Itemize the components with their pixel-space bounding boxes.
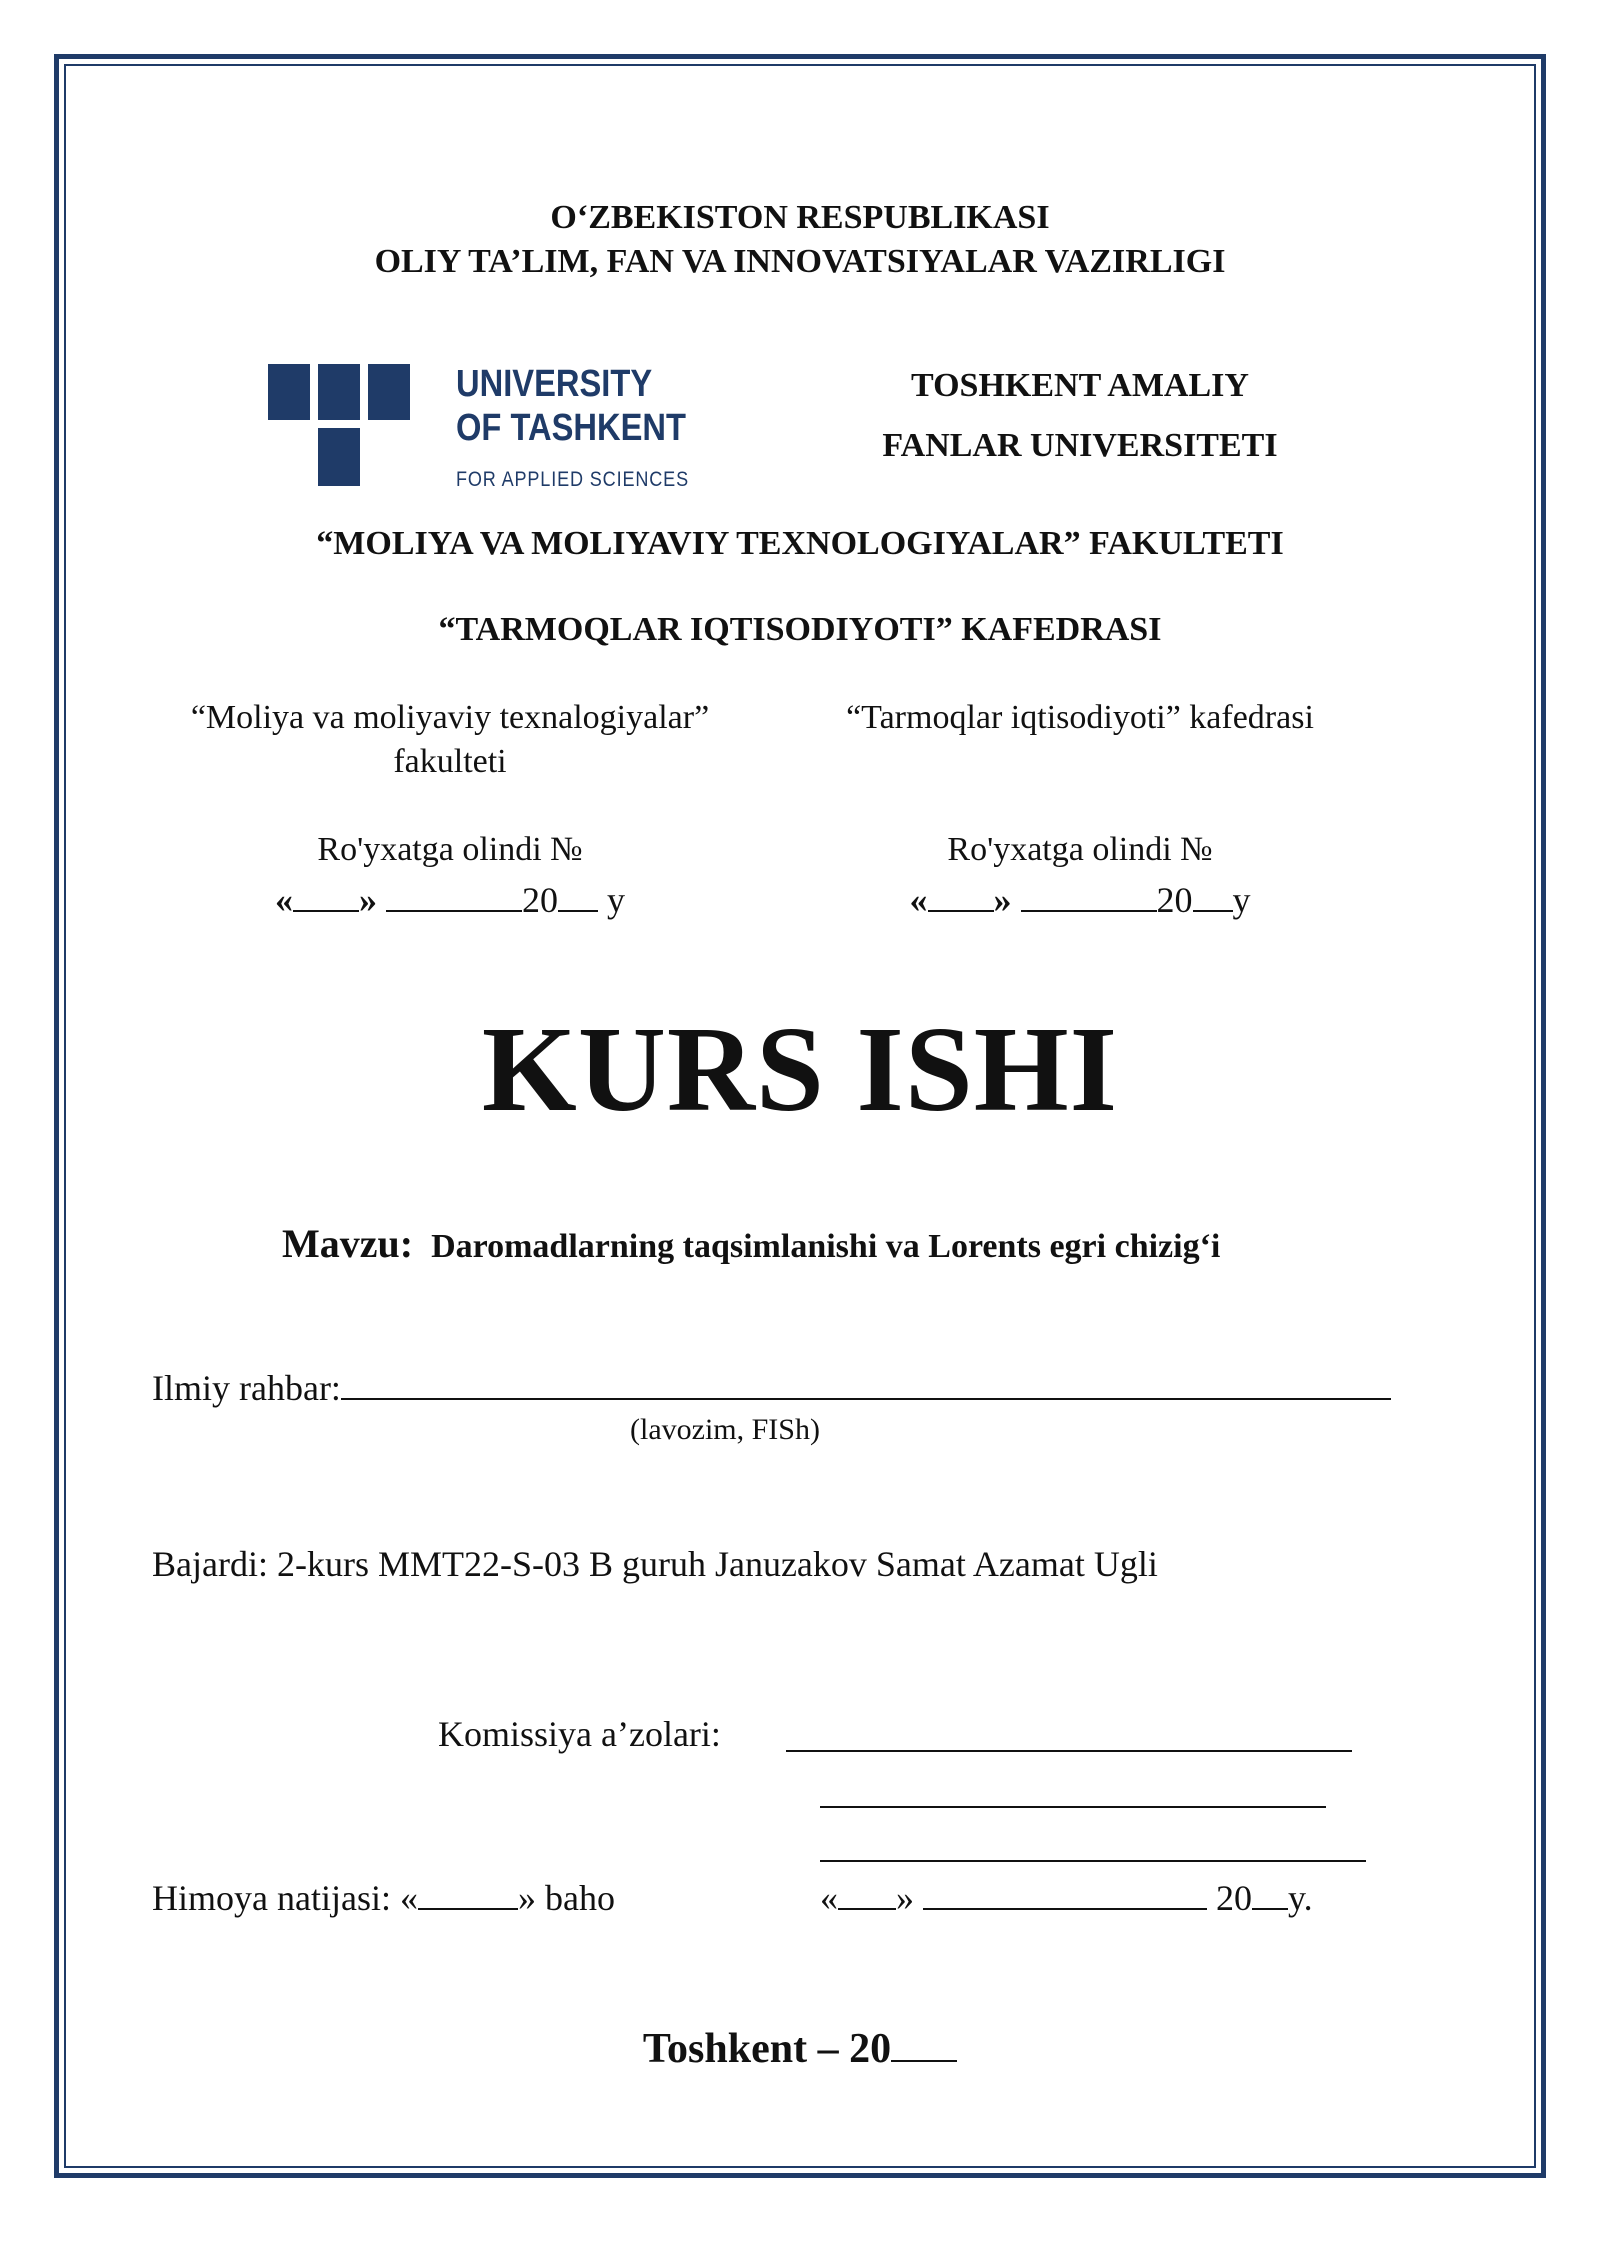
registration-department xyxy=(780,696,1380,922)
grade-blank xyxy=(418,1874,518,1910)
logo-line-2: OF TASHKENT xyxy=(456,407,686,449)
year-blank xyxy=(1193,876,1233,912)
ministry-line-1: O‘ZBEKISTON RESPUBLIKASI xyxy=(550,199,1050,236)
registration-faculty-unit-line-1: “Moliya va moliyaviy texnalogiyalar” xyxy=(190,699,710,736)
advisor-label: Ilmiy rahbar: xyxy=(152,1368,341,1408)
ministry-line-2: OLIY TA’LIM, FAN VA INNOVATSIYALAR VAZIRLIGI xyxy=(374,243,1226,280)
year-suffix: y. xyxy=(1288,1878,1313,1918)
performer: Bajardi: 2-kurs MMT22-S-03 B guruh Januzakov Samat Azamat Ugli xyxy=(152,1544,1158,1584)
registration-department-unit: “Tarmoqlar iqtisodiyoti” kafedrasi xyxy=(846,699,1314,736)
date-open-quote: « xyxy=(275,880,293,920)
logo-tagline: FOR APPLIED SCIENCES xyxy=(456,468,689,491)
signature-date xyxy=(820,1874,1313,1920)
registration-faculty xyxy=(140,696,760,922)
registration-faculty-unit-line-2: fakulteti xyxy=(393,743,507,780)
advisor-note: (lavozim, FISh) xyxy=(630,1413,820,1446)
advisor-blank xyxy=(341,1364,1391,1400)
defense-result xyxy=(152,1874,615,1920)
city-year xyxy=(0,2022,1600,2074)
date-open-quote: « xyxy=(820,1878,838,1918)
spacer xyxy=(780,740,1380,784)
defense-label: Himoya natijasi: « xyxy=(152,1878,418,1918)
logo-line-1: UNIVERSITY xyxy=(456,363,653,405)
university-name-line-1: TOSHKENT AMALIY xyxy=(911,367,1249,404)
commission-line-3 xyxy=(820,1860,1366,1862)
date-open-quote: « xyxy=(909,880,928,920)
logo-block-4 xyxy=(318,428,360,486)
city-label: Toshkent – 20 xyxy=(642,2026,892,2072)
logo-block-1 xyxy=(268,364,310,420)
year-suffix: y xyxy=(1232,880,1251,920)
topic-label: Mavzu: xyxy=(282,1221,414,1266)
year-prefix: 20 xyxy=(1156,880,1193,920)
month-blank xyxy=(923,1874,1207,1910)
commission-line-1 xyxy=(786,1750,1352,1752)
year-suffix: y xyxy=(607,880,625,920)
year-blank xyxy=(1252,1874,1288,1910)
faculty-title: “MOLIYA VA MOLIYAVIY TEXNOLOGIYALAR” FAKULTETI xyxy=(316,525,1284,562)
topic-value: Daromadlarning taqsimlanishi va Lorents egri chizig‘i xyxy=(431,1228,1221,1265)
ministry-header xyxy=(0,196,1600,284)
day-blank xyxy=(838,1874,896,1910)
department-title: “TARMOQLAR IQTISODIYOTI” KAFEDRASI xyxy=(438,611,1162,648)
university-name-line-2: FANLAR UNIVERSITETI xyxy=(882,427,1278,464)
date-close-quote: » xyxy=(896,1878,914,1918)
year-prefix: 20 xyxy=(1216,1878,1252,1918)
year-blank xyxy=(558,876,598,912)
logo-wordmark xyxy=(456,362,686,450)
registration-department-number: Ro'yxatga olindi № xyxy=(947,831,1213,868)
commission-line-2 xyxy=(820,1806,1326,1808)
document-title: KURS ISHI xyxy=(481,1002,1119,1137)
registration-faculty-number: Ro'yxatga olindi № xyxy=(317,831,583,868)
day-blank xyxy=(293,876,359,912)
registration-faculty-date xyxy=(140,876,760,922)
university-name xyxy=(830,356,1330,476)
year-prefix: 20 xyxy=(522,880,558,920)
year-blank xyxy=(891,2022,957,2062)
date-close-quote: » xyxy=(359,880,377,920)
logo-block-2 xyxy=(318,364,360,420)
topic xyxy=(282,1220,1482,1267)
advisor-line xyxy=(152,1364,1391,1410)
day-blank xyxy=(928,876,994,912)
registration-department-date xyxy=(780,876,1380,922)
date-close-quote: » xyxy=(993,880,1012,920)
university-logo xyxy=(268,362,688,492)
month-blank xyxy=(386,876,522,912)
defense-suffix: » baho xyxy=(517,1878,615,1918)
logo-block-3 xyxy=(368,364,410,420)
month-blank xyxy=(1021,876,1157,912)
commission-label: Komissiya a’zolari: xyxy=(438,1714,721,1754)
